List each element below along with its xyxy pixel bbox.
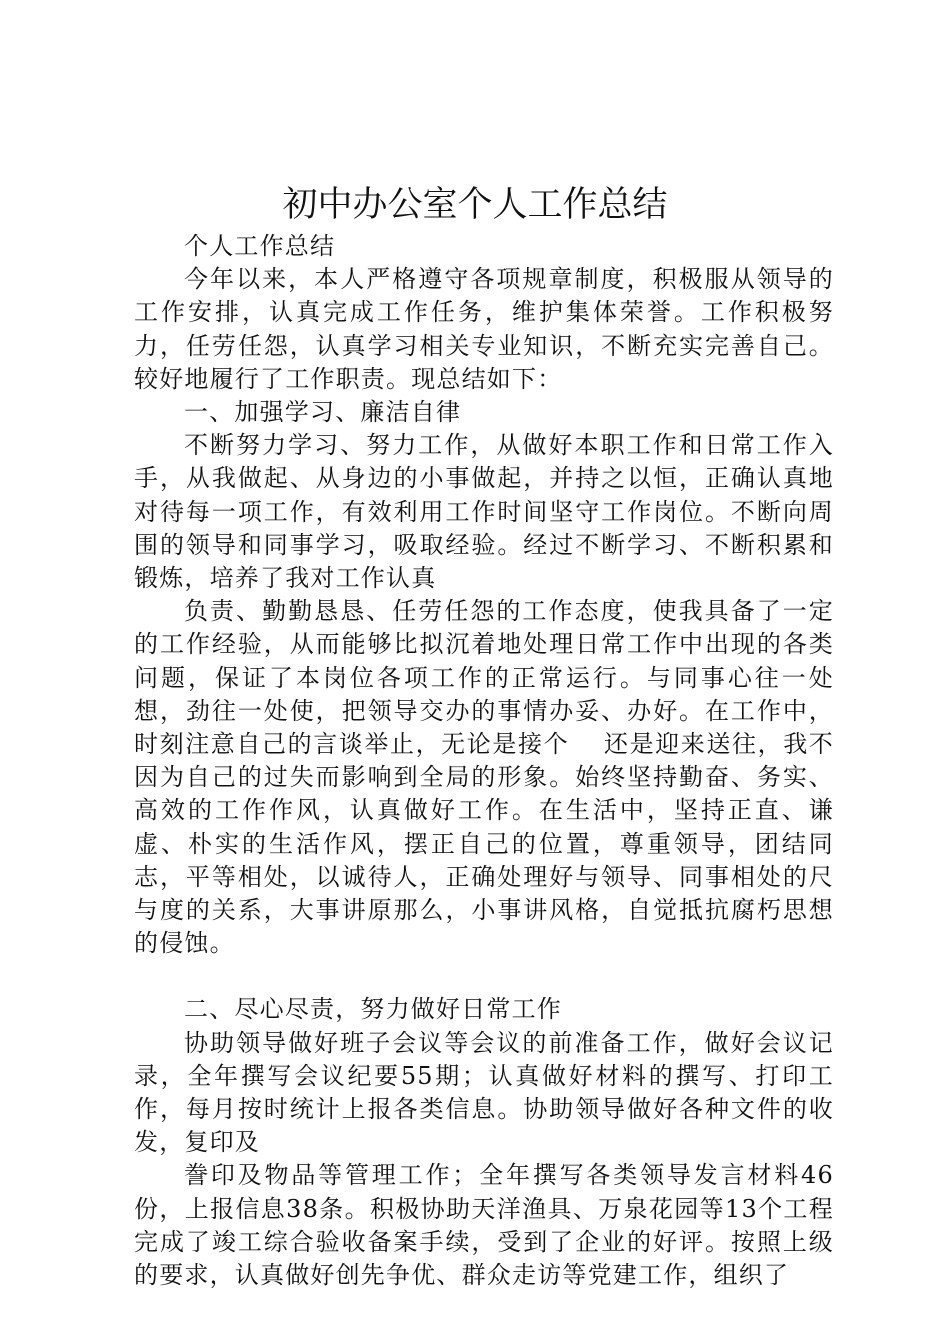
section-heading-2: 二、尽心尽责，努力做好日常工作 [184,995,562,1024]
section-heading-1: 一、加强学习、廉洁自律 [184,398,462,427]
paragraph-intro: 今年以来，本人严格遵守各项规章制度，积极服从领导的工作安排，认真完成工作任务，维护集体荣誉。工作积极努力，任劳任怨，认真学习相关专业知识，不断充实完善自己。较好地履行了工作职责。现总结如下： [134,265,834,393]
paragraph-heading-summary: 个人工作总结 [184,232,336,260]
paragraph-section-1-b: 负责、勤勤恳恳、任劳任怨的工作态度，使我具备了一定的工作经验，从而能够比拟沉着地处理日常工作中出现的各类问题，保证了本岗位各项工作的正常运行。与同事心往一处想，劲往一处使，把领导交办的事情办妥、办好。在工作中，时刻注意自己的言谈举止，无论是接个 还是迎来送往，我不因为自己的过失而影响到全局的形象。始终坚持勤奋、务实、高效的工作作风，认真做好工作。在生活中，坚持正直、谦虚、朴实的生活作风，摆正自己的位置，尊重领导，团结同志，平等相处，以诚待人，正确处理好与领导、同事相处的尺与度的关系，大事讲原那么，小事讲风格，自觉抵抗腐朽思想的侵蚀。 [134,597,834,958]
paragraph-section-2-b: 誊印及物品等管理工作；全年撰写各类领导发言材料46份，上报信息38条。积极协助天洋渔具、万泉花园等13个工程完成了竣工综合验收备案手续，受到了企业的好评。按照上级的要求，认真做好创先争优、群众走访等党建工作，组织了 [134,1161,834,1290]
paragraph-section-2-a: 协助领导做好班子会议等会议的前准备工作，做好会议记录，全年撰写会议纪要55期；认真做好材料的撰写、打印工作，每月按时统计上报各类信息。协助领导做好各种文件的收发，复印及 [134,1028,834,1157]
document-title: 初中办公室个人工作总结 [282,185,668,225]
document-body [134,230,834,1292]
paragraph-section-1-a: 不断努力学习、努力工作，从做好本职工作和日常工作入手，从我做起、从身边的小事做起，并持之以恒，正确认真地对待每一项工作，有效利用工作时间坚守工作岗位。不断向周围的领导和同事学习，吸取经验。经过不断学习、不断积累和锻炼，培养了我对工作认真 [134,431,834,593]
